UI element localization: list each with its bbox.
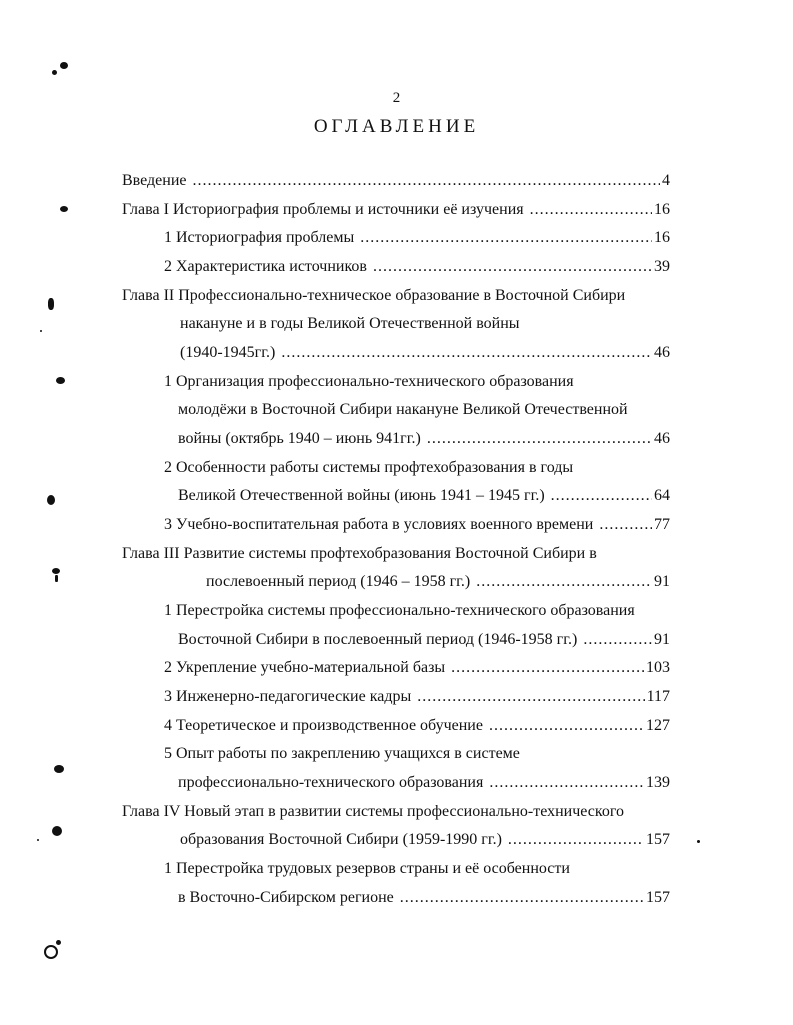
scan-speck bbox=[60, 206, 68, 212]
scan-speck bbox=[697, 840, 700, 843]
toc-leader-dots bbox=[476, 573, 652, 591]
toc-entry-text: 1 Перестройка системы профессионально-технического образования bbox=[164, 602, 635, 619]
toc-entry-text: войны (октябрь 1940 – июнь 941гг.) bbox=[178, 430, 421, 447]
toc-entry-chapter-2-section-2-line-1 bbox=[164, 459, 670, 483]
toc-leader-dots bbox=[360, 229, 652, 247]
page-number: 2 bbox=[392, 90, 401, 106]
toc-leader-dots bbox=[451, 659, 644, 677]
toc-entry-text: 1 Организация профессионально-технического образования bbox=[164, 373, 574, 390]
toc-page-number: 4 bbox=[662, 172, 670, 189]
scan-speck bbox=[47, 495, 55, 505]
toc-entry-text: 4 Теоретическое и производственное обучение bbox=[164, 717, 483, 734]
toc-page-number: 46 bbox=[654, 430, 670, 447]
toc-entry-chapter-3-section-5-line-2 bbox=[178, 774, 670, 798]
toc-entry-text: Глава IV Новый этап в развитии системы профессионально-технического bbox=[122, 803, 624, 820]
toc-entry-text: 1 Историография проблемы bbox=[164, 229, 355, 246]
toc-entry-text: образования Восточной Сибири (1959-1990 гг.) bbox=[180, 831, 502, 848]
toc-entry-chapter-3-section-1-line-2 bbox=[178, 631, 670, 655]
toc-entry-chapter-2-section-1-line-2 bbox=[178, 401, 670, 425]
toc-page-number: 16 bbox=[654, 201, 670, 218]
scan-speck bbox=[54, 765, 64, 773]
toc-entry-text: Великой Отечественной войны (июнь 1941 – 1945 гг.) bbox=[178, 487, 545, 504]
toc-entry-chapter-3-line-2 bbox=[206, 573, 670, 597]
toc-page-number: 103 bbox=[646, 659, 670, 676]
toc-entry-chapter-1-section-2 bbox=[164, 258, 670, 282]
toc-entry-chapter-3-section-3 bbox=[164, 688, 670, 712]
scan-speck bbox=[56, 940, 61, 945]
toc-entry-text: Глава I Историография проблемы и источники её изучения bbox=[122, 201, 524, 218]
scan-speck bbox=[52, 568, 60, 574]
toc-entry-chapter-2-section-3 bbox=[164, 516, 670, 540]
toc-entry-text: профессионально-технического образования bbox=[178, 774, 484, 791]
toc-entry-text: Введение bbox=[122, 172, 187, 189]
toc-entry-chapter-2-section-1-line-3 bbox=[178, 430, 670, 454]
toc-leader-dots bbox=[400, 889, 644, 907]
toc-entry-text: (1940-1945гг.) bbox=[180, 344, 276, 361]
toc-entry-chapter-2-line-3 bbox=[180, 344, 670, 368]
toc-page-number: 64 bbox=[654, 487, 670, 504]
toc-page-number: 127 bbox=[646, 717, 670, 734]
toc-entry-chapter-1-section-1 bbox=[164, 229, 670, 253]
toc-entry-chapter-3-section-1-line-1 bbox=[164, 602, 670, 626]
toc-leader-dots bbox=[427, 430, 652, 448]
toc-entry-chapter-1 bbox=[122, 201, 670, 225]
toc-leader-dots bbox=[583, 631, 652, 649]
toc-entry-text: молодёжи в Восточной Сибири накануне Великой Отечественной bbox=[178, 401, 628, 418]
toc-leader-dots bbox=[599, 516, 652, 534]
toc-entry-chapter-4-line-2 bbox=[180, 831, 670, 855]
toc-entry-chapter-3-section-5-line-1 bbox=[164, 745, 670, 769]
toc-leader-dots bbox=[281, 344, 652, 362]
toc-entry-text: 1 Перестройка трудовых резервов страны и её особенности bbox=[164, 860, 570, 877]
toc-page-number: 117 bbox=[646, 688, 670, 705]
toc-page-number: 16 bbox=[654, 229, 670, 246]
toc-entry-text: 2 Особенности работы системы профтехобразования в годы bbox=[164, 459, 574, 476]
toc-entry-text: Глава II Профессионально-техническое образование в Восточной Сибири bbox=[122, 287, 626, 304]
scan-speck bbox=[55, 575, 58, 582]
scan-speck bbox=[48, 298, 54, 310]
scan-speck bbox=[37, 839, 39, 841]
toc-leader-dots bbox=[193, 172, 661, 190]
toc-entry-chapter-4-section-1-line-2 bbox=[178, 889, 670, 913]
toc-page-number: 77 bbox=[654, 516, 670, 533]
toc-leader-dots bbox=[417, 688, 644, 706]
page-title: ОГЛАВЛЕНИЕ bbox=[313, 116, 480, 137]
scan-speck bbox=[52, 70, 57, 75]
toc-entry-text: накануне и в годы Великой Отечественной войны bbox=[180, 315, 520, 332]
toc-entry-text: 2 Укрепление учебно-материальной базы bbox=[164, 659, 446, 676]
toc-entry-chapter-2-section-1-line-1 bbox=[164, 373, 670, 397]
toc-entry-intro bbox=[122, 172, 670, 196]
toc-entry-text: 2 Характеристика источников bbox=[164, 258, 367, 275]
toc-entry-text: послевоенный период (1946 – 1958 гг.) bbox=[206, 573, 471, 590]
toc-entry-chapter-3-line-1 bbox=[122, 545, 670, 569]
toc-leader-dots bbox=[551, 487, 652, 505]
scan-speck bbox=[44, 945, 58, 959]
scan-speck bbox=[40, 330, 42, 332]
toc-entry-text: Глава III Развитие системы профтехобразования Восточной Сибири в bbox=[122, 545, 597, 562]
scan-speck bbox=[52, 826, 62, 836]
toc-leader-dots bbox=[530, 201, 652, 219]
toc-page-number: 91 bbox=[654, 631, 670, 648]
toc-entry-text: 5 Опыт работы по закреплению учащихся в системе bbox=[164, 745, 520, 762]
toc-leader-dots bbox=[373, 258, 652, 276]
toc-page-number: 39 bbox=[654, 258, 670, 275]
toc-entry-text: 3 Учебно-воспитательная работа в условиях военного времени bbox=[164, 516, 594, 533]
toc-page-number: 91 bbox=[654, 573, 670, 590]
toc-entry-chapter-2-line-2 bbox=[180, 315, 670, 339]
scan-speck bbox=[56, 377, 65, 384]
toc-leader-dots bbox=[508, 831, 644, 849]
toc-entry-chapter-2-section-2-line-2 bbox=[178, 487, 670, 511]
toc-entry-text: 3 Инженерно-педагогические кадры bbox=[164, 688, 412, 705]
toc-entry-text: в Восточно-Сибирском регионе bbox=[178, 889, 394, 906]
toc-entry-chapter-3-section-4 bbox=[164, 717, 670, 741]
toc-page-number: 46 bbox=[654, 344, 670, 361]
toc-entry-chapter-2-line-1 bbox=[122, 287, 670, 311]
toc-page-number: 157 bbox=[646, 889, 670, 906]
scan-speck bbox=[60, 62, 68, 69]
toc-leader-dots bbox=[489, 717, 644, 735]
toc-entry-chapter-4-section-1-line-1 bbox=[164, 860, 670, 884]
toc-entry-chapter-4-line-1 bbox=[122, 803, 670, 827]
toc-entry-text: Восточной Сибири в послевоенный период (1946-1958 гг.) bbox=[178, 631, 578, 648]
toc-page-number: 139 bbox=[646, 774, 670, 791]
toc-entry-chapter-3-section-2 bbox=[164, 659, 670, 683]
toc-page-number: 157 bbox=[646, 831, 670, 848]
toc-leader-dots bbox=[489, 774, 644, 792]
